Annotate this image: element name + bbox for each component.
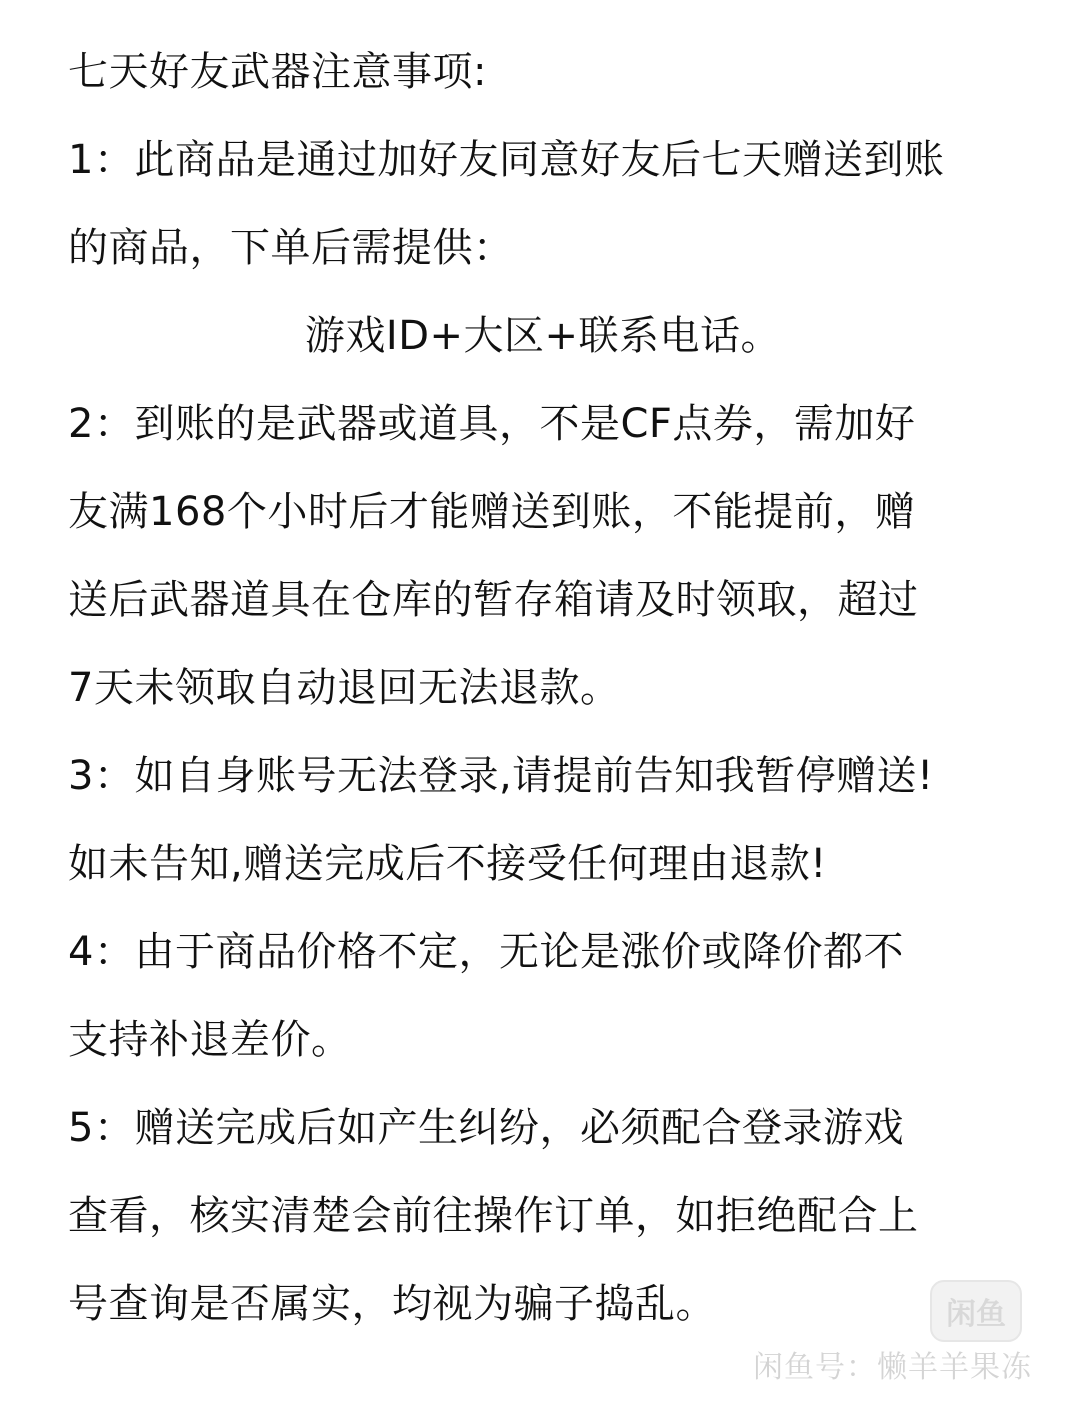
item-1-line-3: 游戏ID+大区+联系电话。 (304, 313, 782, 359)
item-2-line-2: 友满168个小时后才能赠送到账，不能提前，赠 (68, 489, 916, 535)
item-2-line-1: 2：到账的是武器或道具，不是CF点券，需加好 (68, 401, 916, 447)
item-3-line-1: 3：如自身账号无法登录,请提前告知我暂停赠送! (68, 753, 934, 799)
item-1-line-1: 1：此商品是通过加好友同意好友后七天赠送到账 (68, 137, 945, 183)
item-5-line-1: 5：赠送完成后如产生纠纷，必须配合登录游戏 (68, 1105, 904, 1151)
item-4-line-2: 支持补退差价。 (68, 1017, 352, 1063)
notice-document (68, 28, 1018, 1348)
xianyu-logo-icon: 闲鱼 (930, 1280, 1022, 1342)
watermark-text: 闲鱼号：懒羊羊果冻 (753, 1350, 1032, 1385)
item-2-line-4: 7天未领取自动退回无法退款。 (68, 665, 621, 711)
item-4-line-1: 4：由于商品价格不定，无论是涨价或降价都不 (68, 929, 904, 975)
item-1-line-2: 的商品，下单后需提供： (68, 225, 514, 271)
item-3-line-2: 如未告知,赠送完成后不接受任何理由退款! (68, 841, 827, 887)
watermark (753, 1280, 1032, 1390)
item-2-line-3: 送后武器道具在仓库的暂存箱请及时领取，超过 (68, 577, 919, 623)
notice-title: 七天好友武器注意事项: (68, 49, 487, 95)
item-5-line-2: 查看，核实清楚会前往操作订单，如拒绝配合上 (68, 1193, 919, 1239)
item-5-line-3: 号查询是否属实，均视为骗子捣乱。 (68, 1281, 716, 1327)
